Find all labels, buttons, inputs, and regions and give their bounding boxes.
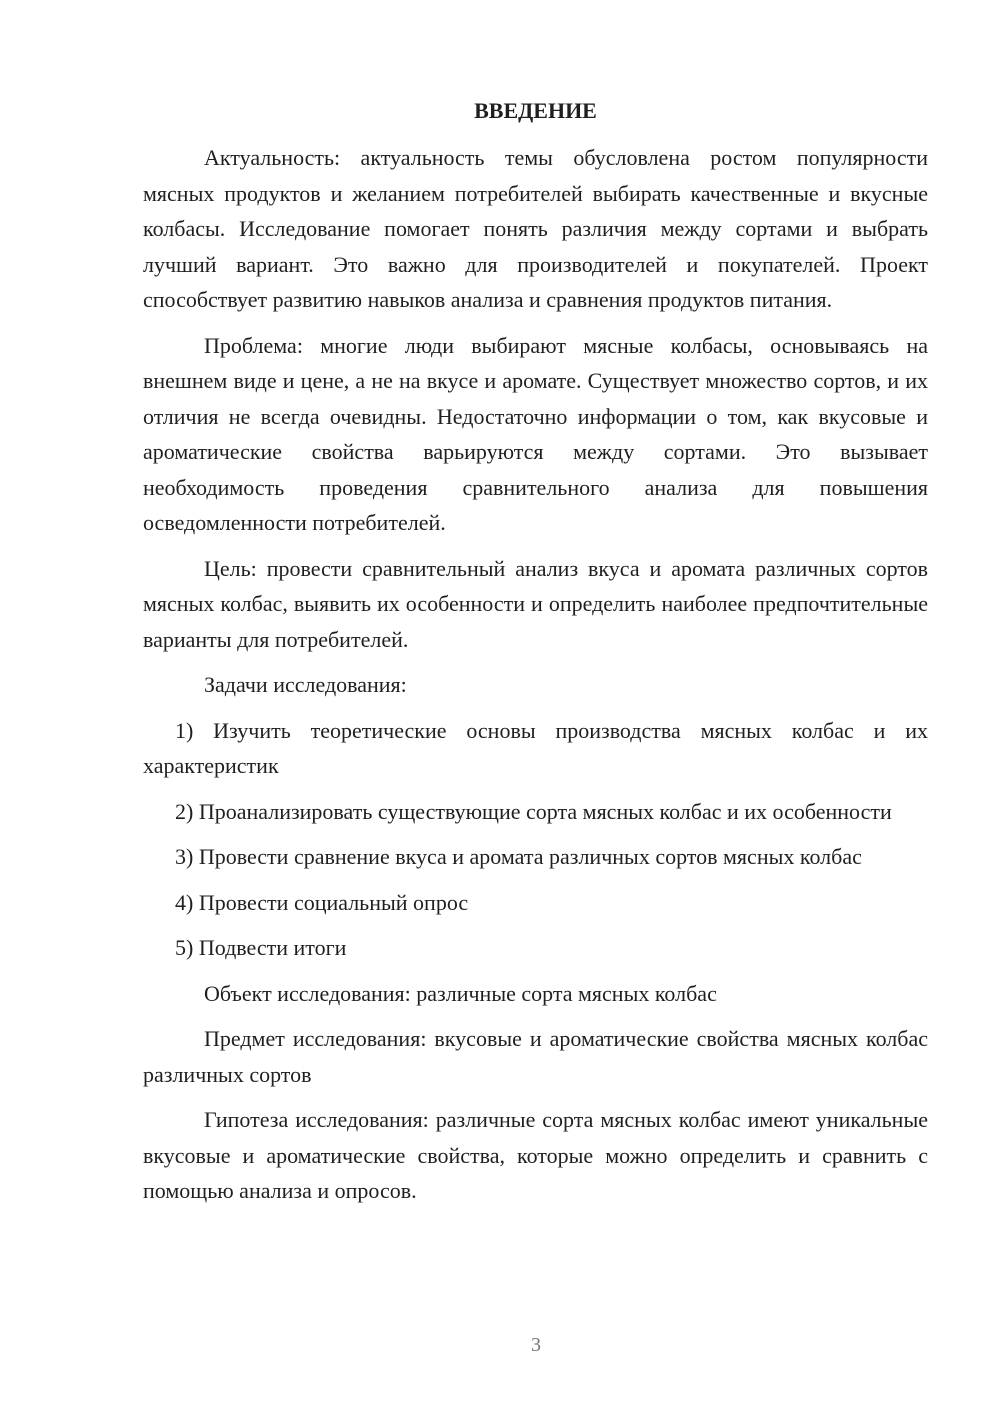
section-title: ВВЕДЕНИЕ [474,98,597,123]
relevance-paragraph: Актуальность: актуальность темы обусловлена ростом популярности мясных продуктов и желанием потребителей выбирать качественные и вкусные колбасы. Исследование помогает понять различия между сортами и выбрать лучший вариант. Это важно для производителей и покупателей. Проект способствует развитию навыков анализа и сравнения продуктов питания. [143,145,928,312]
task-item-5: 5) Подвести итоги [175,935,347,960]
subject-paragraph: Предмет исследования: вкусовые и ароматические свойства мясных колбас различных сортов [143,1026,928,1087]
tasks-heading: Задачи исследования: [204,672,407,697]
hypothesis-paragraph: Гипотеза исследования: различные сорта мясных колбас имеют уникальные вкусовые и ароматические свойства, которые можно определить и сравнить с помощью анализа и опросов. [143,1107,928,1203]
goal-paragraph: Цель: провести сравнительный анализ вкуса и аромата различных сортов мясных колбас, выявить их особенности и определить наиболее предпочтительные варианты для потребителей. [143,555,928,652]
document-page [143,96,928,1219]
task-item-3: 3) Провести сравнение вкуса и аромата различных сортов мясных колбас [175,844,862,869]
task-item-2: 2) Проанализировать существующие сорта мясных колбас и их особенности [175,798,892,824]
problem-paragraph: Проблема: многие люди выбирают мясные колбасы, основываясь на внешнем виде и цене, а не на вкусе и аромате. Существует множество сортов, и их отличия не всегда очевидны. Недостаточно информации о том, как вкусовые и ароматические свойства варьируются между сортами. Это вызывает необходимость проведения сравнительного анализа для повышения осведомленности потребителей. [143,332,928,535]
task-item-4: 4) Провести социальный опрос [175,889,469,915]
object-paragraph: Объект исследования: различные сорта мясных колбас [204,980,717,1006]
page-number: 3 [531,1334,541,1356]
task-item-1: 1) Изучить теоретические основы производства мясных колбас и их характеристик [143,717,928,778]
